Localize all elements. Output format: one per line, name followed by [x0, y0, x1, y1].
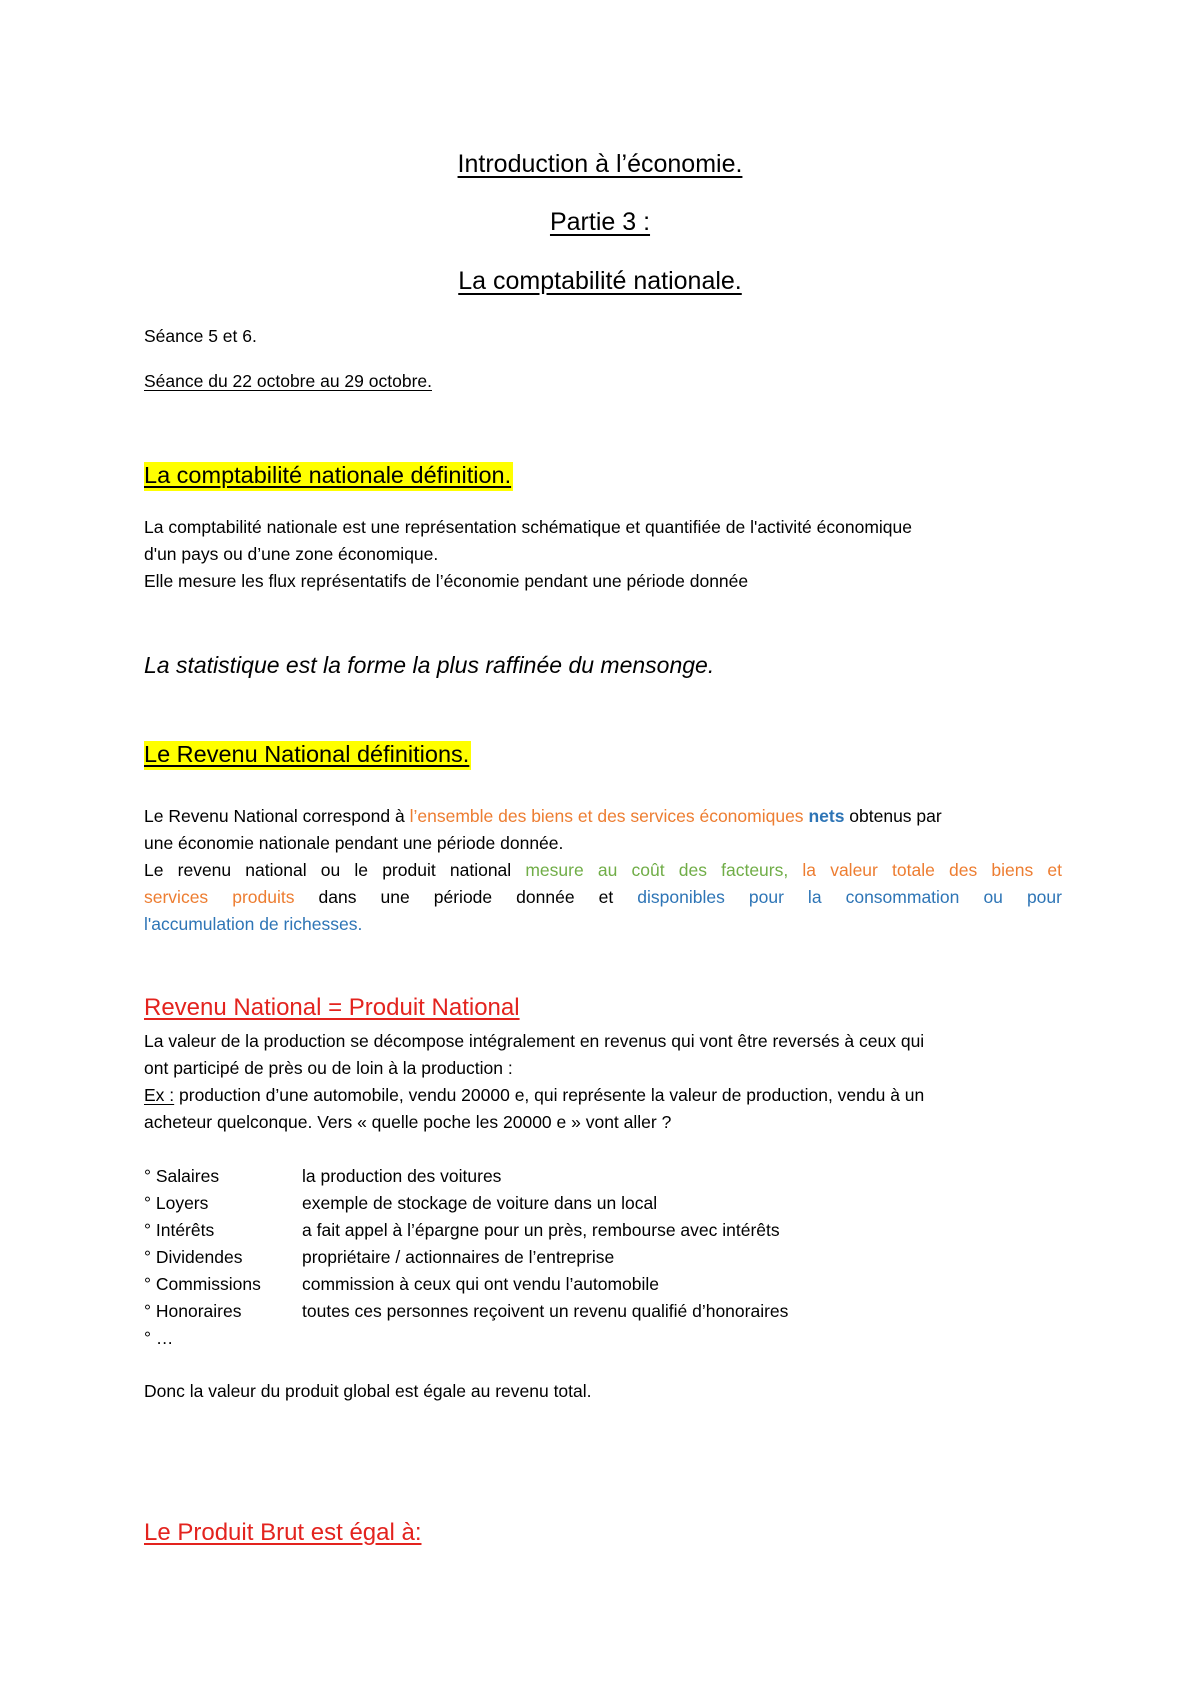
- highlighted-text: services produits: [144, 887, 295, 907]
- paragraph-line: [144, 860, 1062, 881]
- list-item-key: ° …: [144, 1328, 174, 1348]
- part-title: Partie 3 :: [549, 208, 651, 236]
- list-item-key: ° Salaires: [144, 1166, 220, 1186]
- text-span: production d’une automobile, vendu 20000 e, qui représente la valeur de production, vendu à un: [174, 1085, 925, 1105]
- paragraph-line: l'accumulation de richesses.: [144, 914, 363, 934]
- paragraph-line: [144, 1085, 924, 1106]
- list-item-value: la production des voitures: [302, 1166, 502, 1186]
- text-span: Le revenu national ou le produit national: [144, 860, 512, 880]
- list-item-key: ° Honoraires: [144, 1301, 242, 1321]
- highlighted-text: nets: [808, 806, 845, 826]
- section-heading-comptabilite: La comptabilité nationale définition.: [144, 462, 513, 491]
- example-label: Ex :: [144, 1085, 175, 1105]
- document-subtitle: La comptabilité nationale.: [458, 267, 742, 295]
- section-heading-equation: Revenu National = Produit National: [144, 994, 520, 1021]
- conclusion-line: Donc la valeur du produit global est égale au revenu total.: [144, 1381, 592, 1401]
- list-item-key: ° Loyers: [144, 1193, 209, 1213]
- list-item-value: a fait appel à l’épargne pour un près, rembourse avec intérêts: [302, 1220, 780, 1240]
- highlighted-text: disponibles pour la consommation ou pour: [637, 887, 1062, 907]
- text-span: obtenus par: [844, 806, 942, 826]
- section-heading-revenu-national: Le Revenu National définitions.: [144, 741, 471, 770]
- list-item-key: ° Intérêts: [144, 1220, 215, 1240]
- paragraph-line: une économie nationale pendant une période donnée.: [144, 833, 564, 853]
- list-item-value: commission à ceux qui ont vendu l’automobile: [302, 1274, 659, 1294]
- quote: La statistique est la forme la plus raffinée du mensonge.: [144, 652, 715, 678]
- list-item-value: exemple de stockage de voiture dans un local: [302, 1193, 658, 1213]
- list-item-value: toutes ces personnes reçoivent un revenu qualifié d’honoraires: [302, 1301, 789, 1321]
- paragraph-line: d'un pays ou d’une zone économique.: [144, 544, 439, 564]
- document-title: Introduction à l’économie.: [457, 150, 743, 178]
- list-item-key: ° Dividendes: [144, 1247, 243, 1267]
- paragraph-line: Elle mesure les flux représentatifs de l’économie pendant une période donnée: [144, 571, 749, 591]
- text-span: Le Revenu National correspond à: [144, 806, 410, 826]
- paragraph-line: [144, 887, 1062, 908]
- paragraph-line: [144, 806, 942, 827]
- paragraph-line: acheteur quelconque. Vers « quelle poche les 20000 e » vont aller ?: [144, 1112, 672, 1132]
- highlighted-text: la valeur totale des biens et: [802, 860, 1062, 880]
- paragraph-line: La valeur de la production se décompose intégralement en revenus qui vont être reversés à ceux qui: [144, 1031, 925, 1051]
- session-numbers: Séance 5 et 6.: [144, 326, 257, 346]
- paragraph-line: ont participé de près ou de loin à la production :: [144, 1058, 513, 1078]
- section-heading-produit-brut: Le Produit Brut est égal à:: [144, 1519, 422, 1546]
- text-span: dans une période donnée et: [318, 887, 614, 907]
- highlighted-text: l’ensemble des biens et des services économiques: [409, 806, 804, 826]
- session-dates: Séance du 22 octobre au 29 octobre.: [144, 371, 432, 391]
- list-item-value: propriétaire / actionnaires de l’entreprise: [302, 1247, 615, 1267]
- list-item-key: ° Commissions: [144, 1274, 261, 1294]
- highlighted-text: mesure au coût des facteurs,: [525, 860, 789, 880]
- paragraph-line: La comptabilité nationale est une représentation schématique et quantifiée de l'activité économique: [144, 517, 913, 537]
